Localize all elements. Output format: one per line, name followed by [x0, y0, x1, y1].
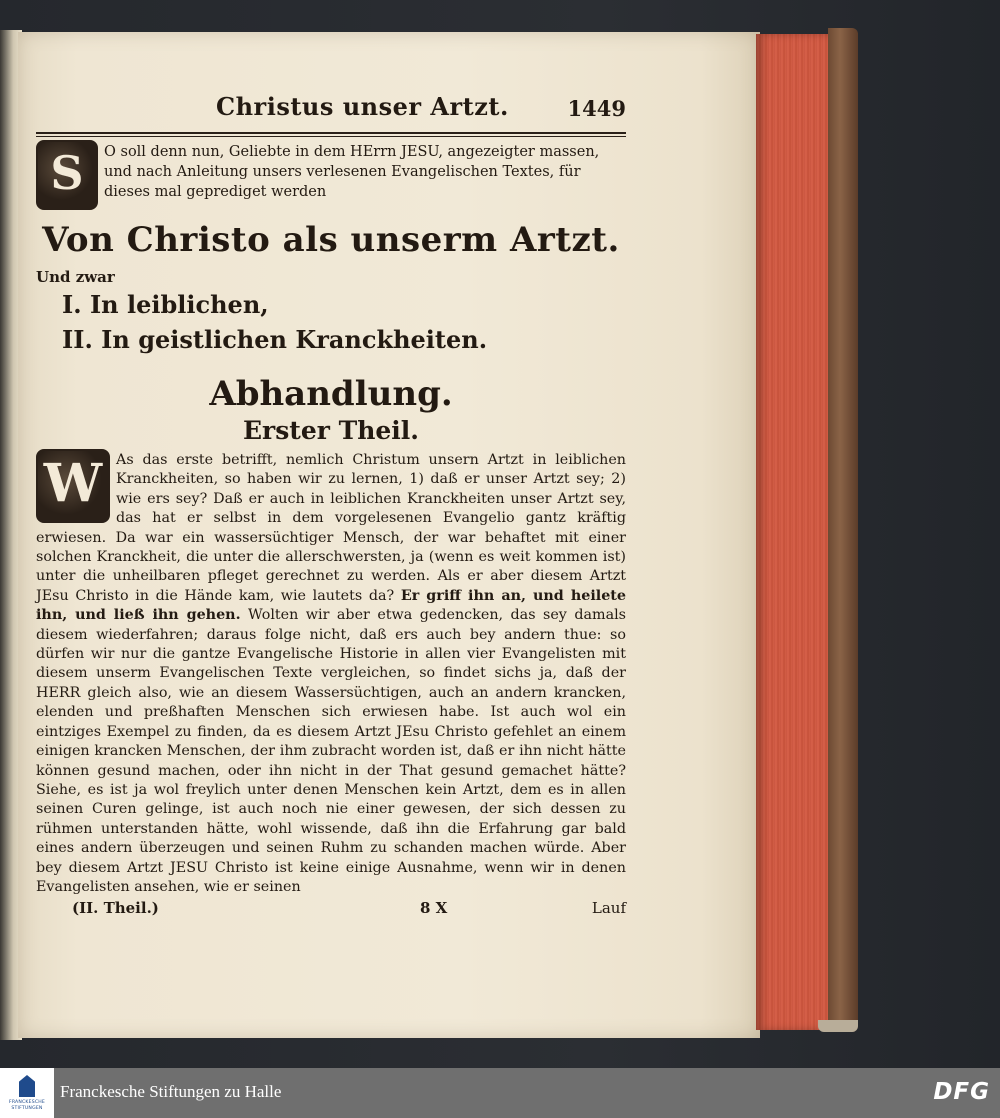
- sub-heading: Erster Theil.: [242, 416, 419, 445]
- page-footer: [36, 899, 626, 923]
- intro-text: O soll denn nun, Geliebte in dem HErrn JESU, angezeigter massen, und nach Anleitung unsers verlesenen Evangelischen Textes, für dieses mal geprediget werden: [104, 144, 600, 200]
- footer-catchword: Lauf: [591, 899, 626, 918]
- red-fore-edge: [756, 34, 834, 1030]
- dfg-logo[interactable]: DFG: [933, 1079, 990, 1105]
- page-header: [36, 92, 626, 136]
- main-heading: Von Christo als unserm Artzt.: [42, 220, 620, 260]
- cover-corner: [818, 1020, 858, 1032]
- page-number: 1449: [567, 96, 626, 121]
- intro-drop-cap: S: [36, 140, 98, 210]
- footer-volume: (II. Theil.): [72, 899, 159, 918]
- body-emphasis: Er griff ihn an, und heilete ihn, und ließ ihn gehen.: [36, 587, 626, 624]
- franckesche-logo[interactable]: [0, 1068, 54, 1118]
- footer-signature: 8 X: [420, 899, 448, 918]
- body-drop-cap: W: [36, 449, 110, 523]
- logo-text: FRANCKESCHE STIFTUNGEN: [8, 1100, 46, 1111]
- emblem-icon: [19, 1075, 35, 1097]
- book-cover: [828, 28, 858, 1032]
- page-text: [36, 92, 626, 923]
- provider-name[interactable]: Franckesche Stiftungen zu Halle: [60, 1082, 282, 1101]
- body-paragraph: [36, 451, 626, 897]
- running-title: Christus unser Artzt.: [216, 92, 509, 121]
- header-rule: [36, 132, 626, 137]
- intro-paragraph: [36, 142, 626, 206]
- body-text-part2: Wolten wir aber etwa gedencken, das sey damals diesem wiederfahren; daraus folge nicht, daß ers auch bey andern thue: so dürfen wir nur die gantze Evangelische Historie in allen vier Evangelisten mit diesem unserm Evangelischen Texte vergleichen, so findet sichs ja, daß der HERR gleich also, wie an diesem Wassersüchtigen, auch an andern krancken, elenden und preßhaften Menschen sich erwiesen habe. Ist auch wol ein eintziges Exempel zu finden, da es diesem Artzt JEsu Christo gefehlet an einem einigen krancken Menschen, der ihm zubracht worden ist, daß er ihn nicht hätte können gesund machen, oder ihn nicht in der That gesund gemachet hätte? Siehe, es ist ja wol freylich unter denen Menschen kein Artzt, dem es in allen seinen Curen gelinge, ist auch noch nie einer gewesen, der sich dessen zu rühmen unterstanden hätte, wohl wissende, daß ihn die Erfahrung gar bald eines andern überzeugen und seinen Ruhm zu schanden machen würde. Aber bey diesem Artzt JESU Christo ist keine einige Ausnahme, wenn wir in denen Evangelisten ansehen, wie er seinen: [36, 607, 626, 895]
- list-item-1: I. In leiblichen,: [62, 290, 269, 319]
- und-zwar-label: Und zwar: [36, 268, 115, 286]
- section-heading: Abhandlung.: [209, 374, 453, 414]
- body-text-part1: As das erste betrifft, nemlich Christum unsern Artzt in leiblichen Kranckheiten, so haben wir zu lernen, 1) daß er unser Artzt sey; 2) wie ers sey? Daß er auch in leiblichen Kranckheiten unser Artzt sey, das hat er selbst in dem vorgelesenen Evangelio gantz kräftig erwiesen. Da war ein wassersüchtiger Mensch, der war behaftet mit einer solchen Kranckheit, die unter die allerschwersten, ja (wenn es weit kommen ist) unter die unheilbaren pfleget gerechnet zu werden. Als er aber diesem Artzt JEsu Christo in die Hände kam, wie lautets da?: [36, 452, 626, 604]
- list-item-2: II. In geistlichen Kranckheiten.: [62, 325, 488, 354]
- provider-bar: [0, 1068, 1000, 1118]
